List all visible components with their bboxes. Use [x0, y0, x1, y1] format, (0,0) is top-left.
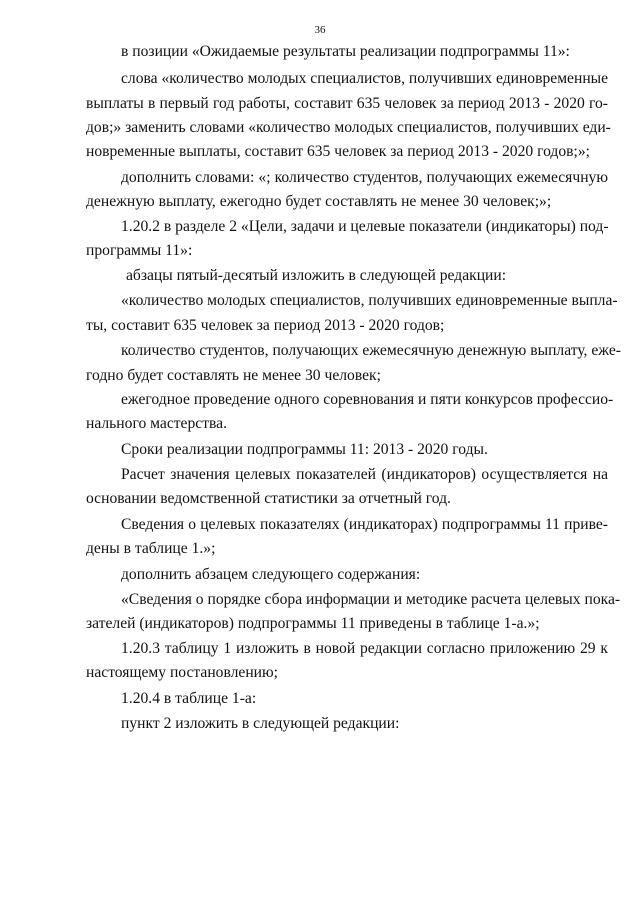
text-line: Сведения о целевых показателях (индикаторах) подпрограммы 11 приве-: [121, 516, 608, 533]
text-line: зателей (индикаторов) подпрограммы 11 приведены в таблице 1-а.»;: [86, 615, 540, 632]
text-line: дены в таблице 1.»;: [86, 540, 216, 557]
text-line: «Сведения о порядке сбора информации и методике расчета целевых пока-: [121, 591, 621, 608]
text-line: программы 11»:: [86, 242, 193, 259]
text-line: выплаты в первый год работы, составит 635 человек за период 2013 - 2020 го-: [86, 95, 608, 112]
text-line: в позиции «Ожидаемые результаты реализации подпрограммы 11»:: [121, 43, 570, 60]
text-line: 1.20.4 в таблице 1-а:: [121, 690, 257, 707]
text-line: нального мастерства.: [86, 415, 227, 432]
text-line: дов;» заменить словами «количество молодых специалистов, получивших еди-: [86, 119, 611, 136]
text-line: количество студентов, получающих ежемесячную денежную выплату, еже-: [121, 342, 621, 359]
text-line: дополнить абзацем следующего содержания:: [121, 566, 421, 583]
text-line: абзацы пятый-десятый изложить в следующей редакции:: [126, 267, 507, 284]
text-line: 1.20.2 в разделе 2 «Цели, задачи и целевые показатели (индикаторы) под-: [121, 218, 609, 235]
text-line: настоящему постановлению;: [86, 664, 279, 681]
text-line: ежегодное проведение одного соревнования и пяти конкурсов профессио-: [121, 391, 614, 408]
text-line: Расчет значения целевых показателей (индикаторов) осуществляется на: [121, 466, 608, 483]
text-line: годно будет составлять не менее 30 человек;: [86, 367, 381, 384]
text-line: «количество молодых специалистов, получивших единовременные выпла-: [121, 292, 618, 309]
text-line: новременные выплаты, составит 635 человек за период 2013 - 2020 годов;»;: [86, 143, 590, 160]
text-line: слова «количество молодых специалистов, получивших единовременные: [121, 70, 609, 87]
text-line: 1.20.3 таблицу 1 изложить в новой редакции согласно приложению 29 к: [121, 640, 608, 657]
text-line: дополнить словами: «; количество студентов, получающих ежемесячную: [121, 169, 608, 186]
text-line: Сроки реализации подпрограммы 11: 2013 - 2020 годы.: [121, 441, 488, 458]
text-line: основании ведомственной статистики за отчетный год.: [86, 490, 451, 507]
page-number: 36: [314, 24, 326, 36]
text-line: денежную выплату, ежегодно будет составлять не менее 30 человек;»;: [86, 193, 552, 210]
text-line: пункт 2 изложить в следующей редакции:: [121, 715, 400, 732]
text-line: ты, составит 635 человек за период 2013 - 2020 годов;: [86, 317, 445, 334]
